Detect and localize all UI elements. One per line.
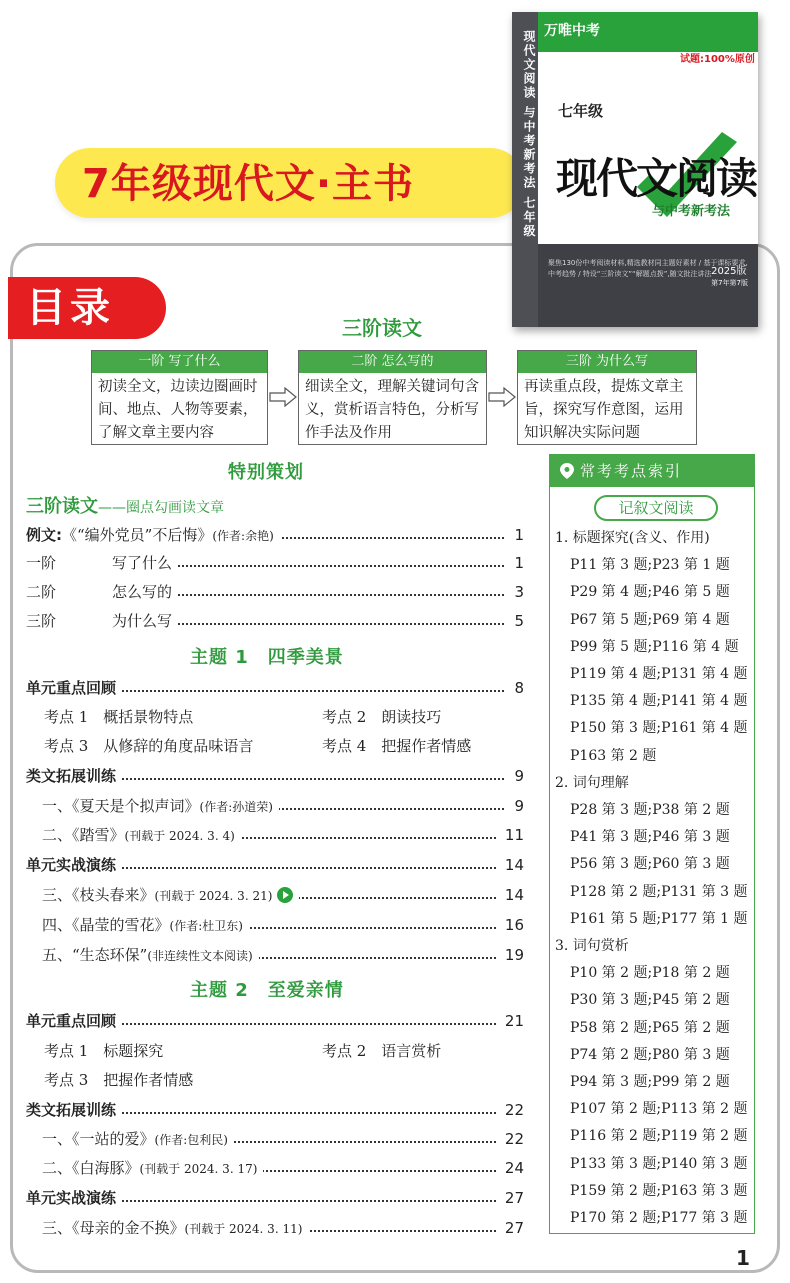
index-entry: P107 第 2 题;P113 第 2 题: [570, 1101, 748, 1118]
index-entry: P58 第 2 题;P65 第 2 题: [570, 1019, 730, 1036]
banner-title: 7年级现代文·主书: [82, 161, 415, 207]
step-body: 再读重点段，提炼文章主旨，探究写作意图，运用知识解决实际问题: [524, 379, 684, 441]
toc-row[interactable]: 一阶 写了什么 1: [26, 554, 524, 572]
index-entry: P56 第 3 题;P60 第 3 题: [570, 856, 730, 873]
key-point: 考点 2 语言赏析: [322, 1042, 442, 1060]
play-icon[interactable]: [277, 887, 293, 903]
key-point: 考点 4 把握作者情感: [322, 737, 472, 755]
key-point: 考点 1 标题探究: [44, 1042, 164, 1060]
index-entry: P133 第 3 题;P140 第 3 题: [570, 1155, 748, 1172]
cover-title: 现代文阅读: [556, 154, 757, 203]
index-entry: P99 第 5 题;P116 第 4 题: [570, 638, 739, 655]
sidebar-head: 常考考点索引: [550, 455, 754, 487]
toc-row[interactable]: 一、《夏天是个拟声词》(作者:孙道荣) 9: [42, 795, 524, 817]
step-body: 细读全文，理解关键词句含义，赏析语言特色，分析写作手法及作用: [305, 379, 479, 441]
toc-row[interactable]: 二、《白海豚》(刊载于 2024. 3. 17) 24: [42, 1157, 524, 1179]
toc-row[interactable]: 类文拓展训练 9: [26, 767, 524, 785]
toc-row[interactable]: 四、《晶莹的雪花》(作者:杜卫东) 16: [42, 914, 524, 936]
index-category: 1. 标题探究(含义、作用): [555, 530, 710, 546]
cover-blurb: 聚焦130份中考阅读材料,精选教材同主题好素材 / 基于课标要求,中考趋势 / 特设“三阶读文”“解题点拨”,随文批注讲法: [538, 244, 758, 327]
toc-row[interactable]: 三、《母亲的金不换》(刊载于 2024. 3. 11) 27: [42, 1217, 524, 1239]
section-label: 三阶读文: [26, 496, 98, 517]
toc-row[interactable]: 单元实战演练 14: [26, 856, 524, 874]
key-point: 考点 2 朗读技巧: [322, 708, 442, 726]
index-entry: P74 第 2 题;P80 第 3 题: [570, 1046, 730, 1063]
cover-grade: 七年级: [558, 102, 604, 120]
cover-year: 2025版 第7年第7版: [711, 266, 748, 287]
index-entry: P163 第 2 题: [570, 747, 657, 764]
cover-brand: 万唯中考: [544, 23, 600, 39]
index-entry: P29 第 4 题;P46 第 5 题: [570, 584, 730, 601]
step-box-2: [298, 350, 487, 445]
step-box-1: [91, 350, 268, 445]
step-body: 初读全文，边读边圈画时间、地点、人物等要素，了解文章主要内容: [98, 379, 258, 441]
location-pin-icon: [560, 463, 574, 479]
special-title: 特别策划: [228, 462, 304, 483]
step-head: 二阶 怎么写的: [299, 351, 486, 373]
step-head: 一阶 写了什么: [92, 351, 267, 373]
index-entry: P159 第 2 题;P163 第 3 题: [570, 1182, 748, 1199]
index-entry: P170 第 2 题;P177 第 3 题: [570, 1210, 748, 1226]
toc-row[interactable]: 单元重点回顾 21: [26, 1012, 524, 1030]
page-number: 1: [736, 1246, 750, 1270]
toc-row[interactable]: 一、《一站的爱》(作者:包利民) 22: [42, 1128, 524, 1150]
exam-index-sidebar: [549, 454, 755, 1234]
index-entry: P10 第 2 题;P18 第 2 题: [570, 965, 730, 982]
index-entry: P150 第 3 题;P161 第 4 题: [570, 720, 748, 737]
index-entry: P135 第 4 题;P141 第 4 题: [570, 693, 748, 710]
index-entry: P41 第 3 题;P46 第 3 题: [570, 829, 730, 846]
toc-row[interactable]: 二阶 怎么写的 3: [26, 583, 524, 601]
book-cover: [512, 12, 758, 327]
cover-subtitle: 与中考新考法: [652, 204, 731, 219]
index-category: 3. 词句赏析: [555, 938, 629, 954]
toc-row[interactable]: 类文拓展训练 22: [26, 1101, 524, 1119]
theme2-title: 主题 2 至爱亲情: [190, 980, 344, 1001]
step-box-3: [517, 350, 697, 445]
key-point: 考点 1 概括景物特点: [44, 708, 194, 726]
toc-row[interactable]: 例文:《“编外党员”不后悔》(作者:余艳) 1: [26, 524, 524, 546]
cover-tag: 试题:100%原创: [680, 54, 755, 65]
index-entry: P30 第 3 题;P45 第 2 题: [570, 992, 730, 1009]
toc-row[interactable]: 五、“生态环保”(非连续性文本阅读) 19: [42, 944, 524, 966]
toc-row[interactable]: 二、《踏雪》(刊载于 2024. 3. 4) 11: [42, 824, 524, 846]
index-entry: P11 第 3 题;P23 第 1 题: [570, 557, 730, 574]
index-entry: P67 第 5 题;P69 第 4 题: [570, 611, 730, 628]
step-head: 三阶 为什么写: [518, 351, 696, 373]
index-entry: P28 第 3 题;P38 第 2 题: [570, 802, 730, 818]
contents-label: 目录: [8, 277, 166, 339]
index-entry: P116 第 2 题;P119 第 2 题: [570, 1128, 748, 1145]
key-point: 考点 3 把握作者情感: [44, 1071, 194, 1089]
arrow-right-icon: [269, 387, 297, 407]
index-entry: P119 第 4 题;P131 第 4 题: [570, 666, 748, 682]
sanjie-title: 三阶读文: [342, 316, 422, 340]
index-entry: P161 第 5 题;P177 第 1 题: [570, 910, 748, 927]
index-entry: P128 第 2 题;P131 第 3 题: [570, 883, 748, 900]
toc-row[interactable]: 三阶 为什么写 5: [26, 612, 524, 630]
sidebar-pill: 记叙文阅读: [594, 495, 718, 521]
cover-spine: 现代文阅读 与中考新考法 七年级: [512, 12, 538, 327]
theme1-title: 主题 1 四季美景: [190, 647, 344, 668]
key-point: 考点 3 从修辞的角度品味语言: [44, 737, 254, 755]
index-entry: P94 第 3 题;P99 第 2 题: [570, 1074, 730, 1090]
section-sub: ——圈点勾画读文章: [98, 500, 224, 516]
section-heading: [26, 492, 224, 518]
toc-row[interactable]: 三、《枝头春来》(刊载于 2024. 3. 21) 14: [42, 884, 524, 906]
toc-row[interactable]: 单元重点回顾 8: [26, 679, 524, 697]
arrow-right-icon: [488, 387, 516, 407]
index-category: 2. 词句理解: [555, 774, 629, 791]
toc-row[interactable]: 单元实战演练 27: [26, 1189, 524, 1207]
